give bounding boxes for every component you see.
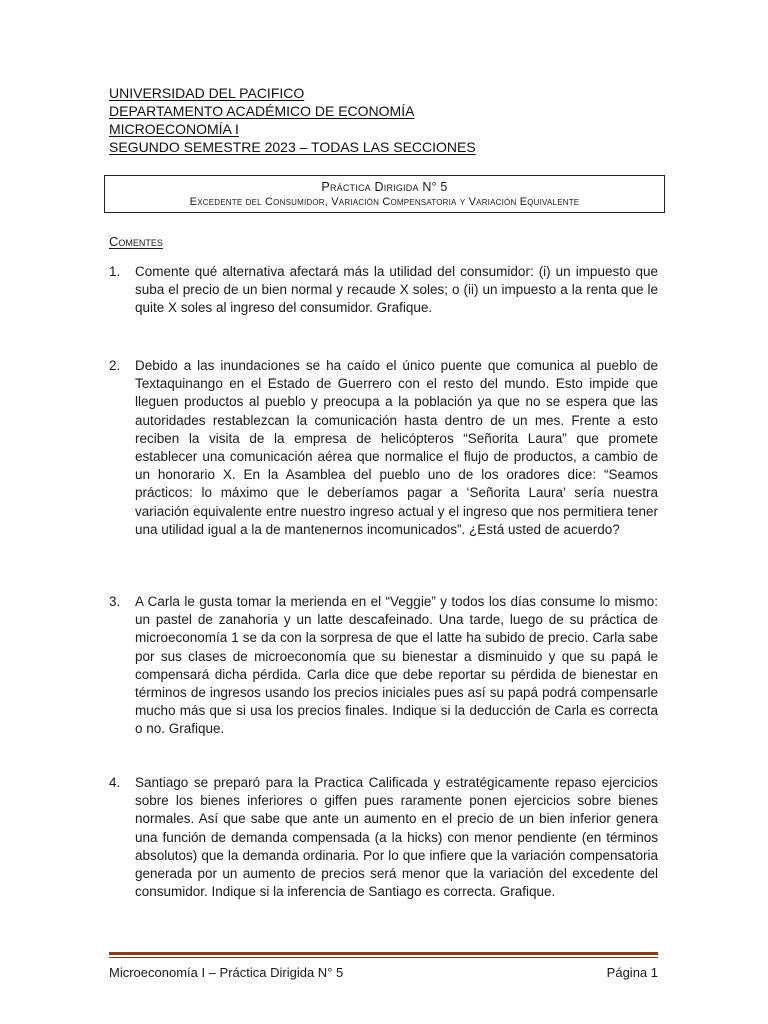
question-1 bbox=[109, 263, 658, 318]
footer-divider-thick bbox=[109, 952, 658, 955]
question-number: 1. bbox=[109, 264, 121, 279]
header-semester: SEGUNDO SEMESTRE 2023 – TODAS LAS SECCIONES bbox=[109, 139, 476, 155]
question-number: 4. bbox=[109, 775, 121, 790]
document-header bbox=[109, 84, 669, 156]
question-2 bbox=[109, 357, 658, 539]
practice-subtitle: Excedente del Consumidor, Variación Compensatoria y Variación Equivalente bbox=[189, 196, 580, 208]
question-text: Santiago se preparó para la Practica Calificada y estratégicamente repaso ejercicios sobre los bienes inferiores o giffen pues raramente ponen ejercicios sobre bienes normales. Así que sabe que ante un aumento en el precio de un bien inferior genera una función de demanda compensada (a la hicks) con menor pendiente (en términos absolutos) que la demanda ordinaria. Por lo que infiere que la variación compensatoria generada por un aumento de precios será menor que la variación del excedente del consumidor. Indique si la inferencia de Santiago es correcta. Grafique. bbox=[135, 775, 658, 900]
footer-divider-thin bbox=[109, 957, 658, 958]
question-text: Debido a las inundaciones se ha caído el único puente que comunica al pueblo de Textaquinango en el Estado de Guerrero con el resto del mundo. Esto impide que lleguen productos al pueblo y preocupa a la población ya que no se espera que las autoridades restablezcan la comunicación hasta dentro de un mes. Frente a esto reciben la visita de la empresa de helicópteros “Señorita Laura” que promete establecer una comunicación aérea que normalice el flujo de productos, a cambio de un honorario X. En la Asamblea del pueblo uno de los oradores dice: “Seamos prácticos: lo máximo que le deberíamos pagar a ‘Señorita Laura’ sería nuestra variación equivalente entre nuestro ingreso actual y el ingreso que nos permitiera tener una utilidad igual a la de mantenernos incomunicados”. ¿Está usted de acuerdo? bbox=[135, 358, 658, 537]
question-text: Comente qué alternativa afectará más la utilidad del consumidor: (i) un impuesto que suba el precio de un bien normal y recaude X soles; o (ii) un impuesto a la renta que le quite X soles al ingreso del consumidor. Grafique. bbox=[135, 264, 658, 316]
question-number: 3. bbox=[109, 594, 121, 609]
footer-page-number: Página 1 bbox=[606, 965, 658, 980]
footer-course-label: Microeconomía I – Práctica Dirigida N° 5 bbox=[109, 965, 344, 980]
header-department: DEPARTAMENTO ACADÉMICO DE ECONOMÍA bbox=[109, 103, 415, 119]
question-text: A Carla le gusta tomar la merienda en el “Veggie” y todos los días consume lo mismo: un pastel de zanahoria y un latte descafeinado. Una tarde, luego de su práctica de microeconomía 1 se da con la sorpresa de que el latte ha subido de precio. Carla sabe por sus clases de microeconomía que su bienestar a disminuido y que su papá le compensará dicha pérdida. Carla dice que debe reportar su pérdida de bienestar en términos de ingresos usando los precios iniciales pues así su papá podrá compensarle mucho más que si usa los precios finales. Indique si la deducción de Carla es correcta o no. Grafique. bbox=[135, 594, 658, 737]
header-course: MICROECONOMÍA I bbox=[109, 121, 239, 137]
section-title-comentes: Comentes bbox=[109, 234, 163, 249]
header-university: UNIVERSIDAD DEL PACIFICO bbox=[109, 85, 305, 101]
question-3 bbox=[109, 593, 658, 739]
title-box bbox=[104, 175, 665, 213]
practice-title: Práctica Dirigida N° 5 bbox=[321, 180, 448, 194]
question-4 bbox=[109, 774, 658, 901]
question-number: 2. bbox=[109, 358, 121, 373]
